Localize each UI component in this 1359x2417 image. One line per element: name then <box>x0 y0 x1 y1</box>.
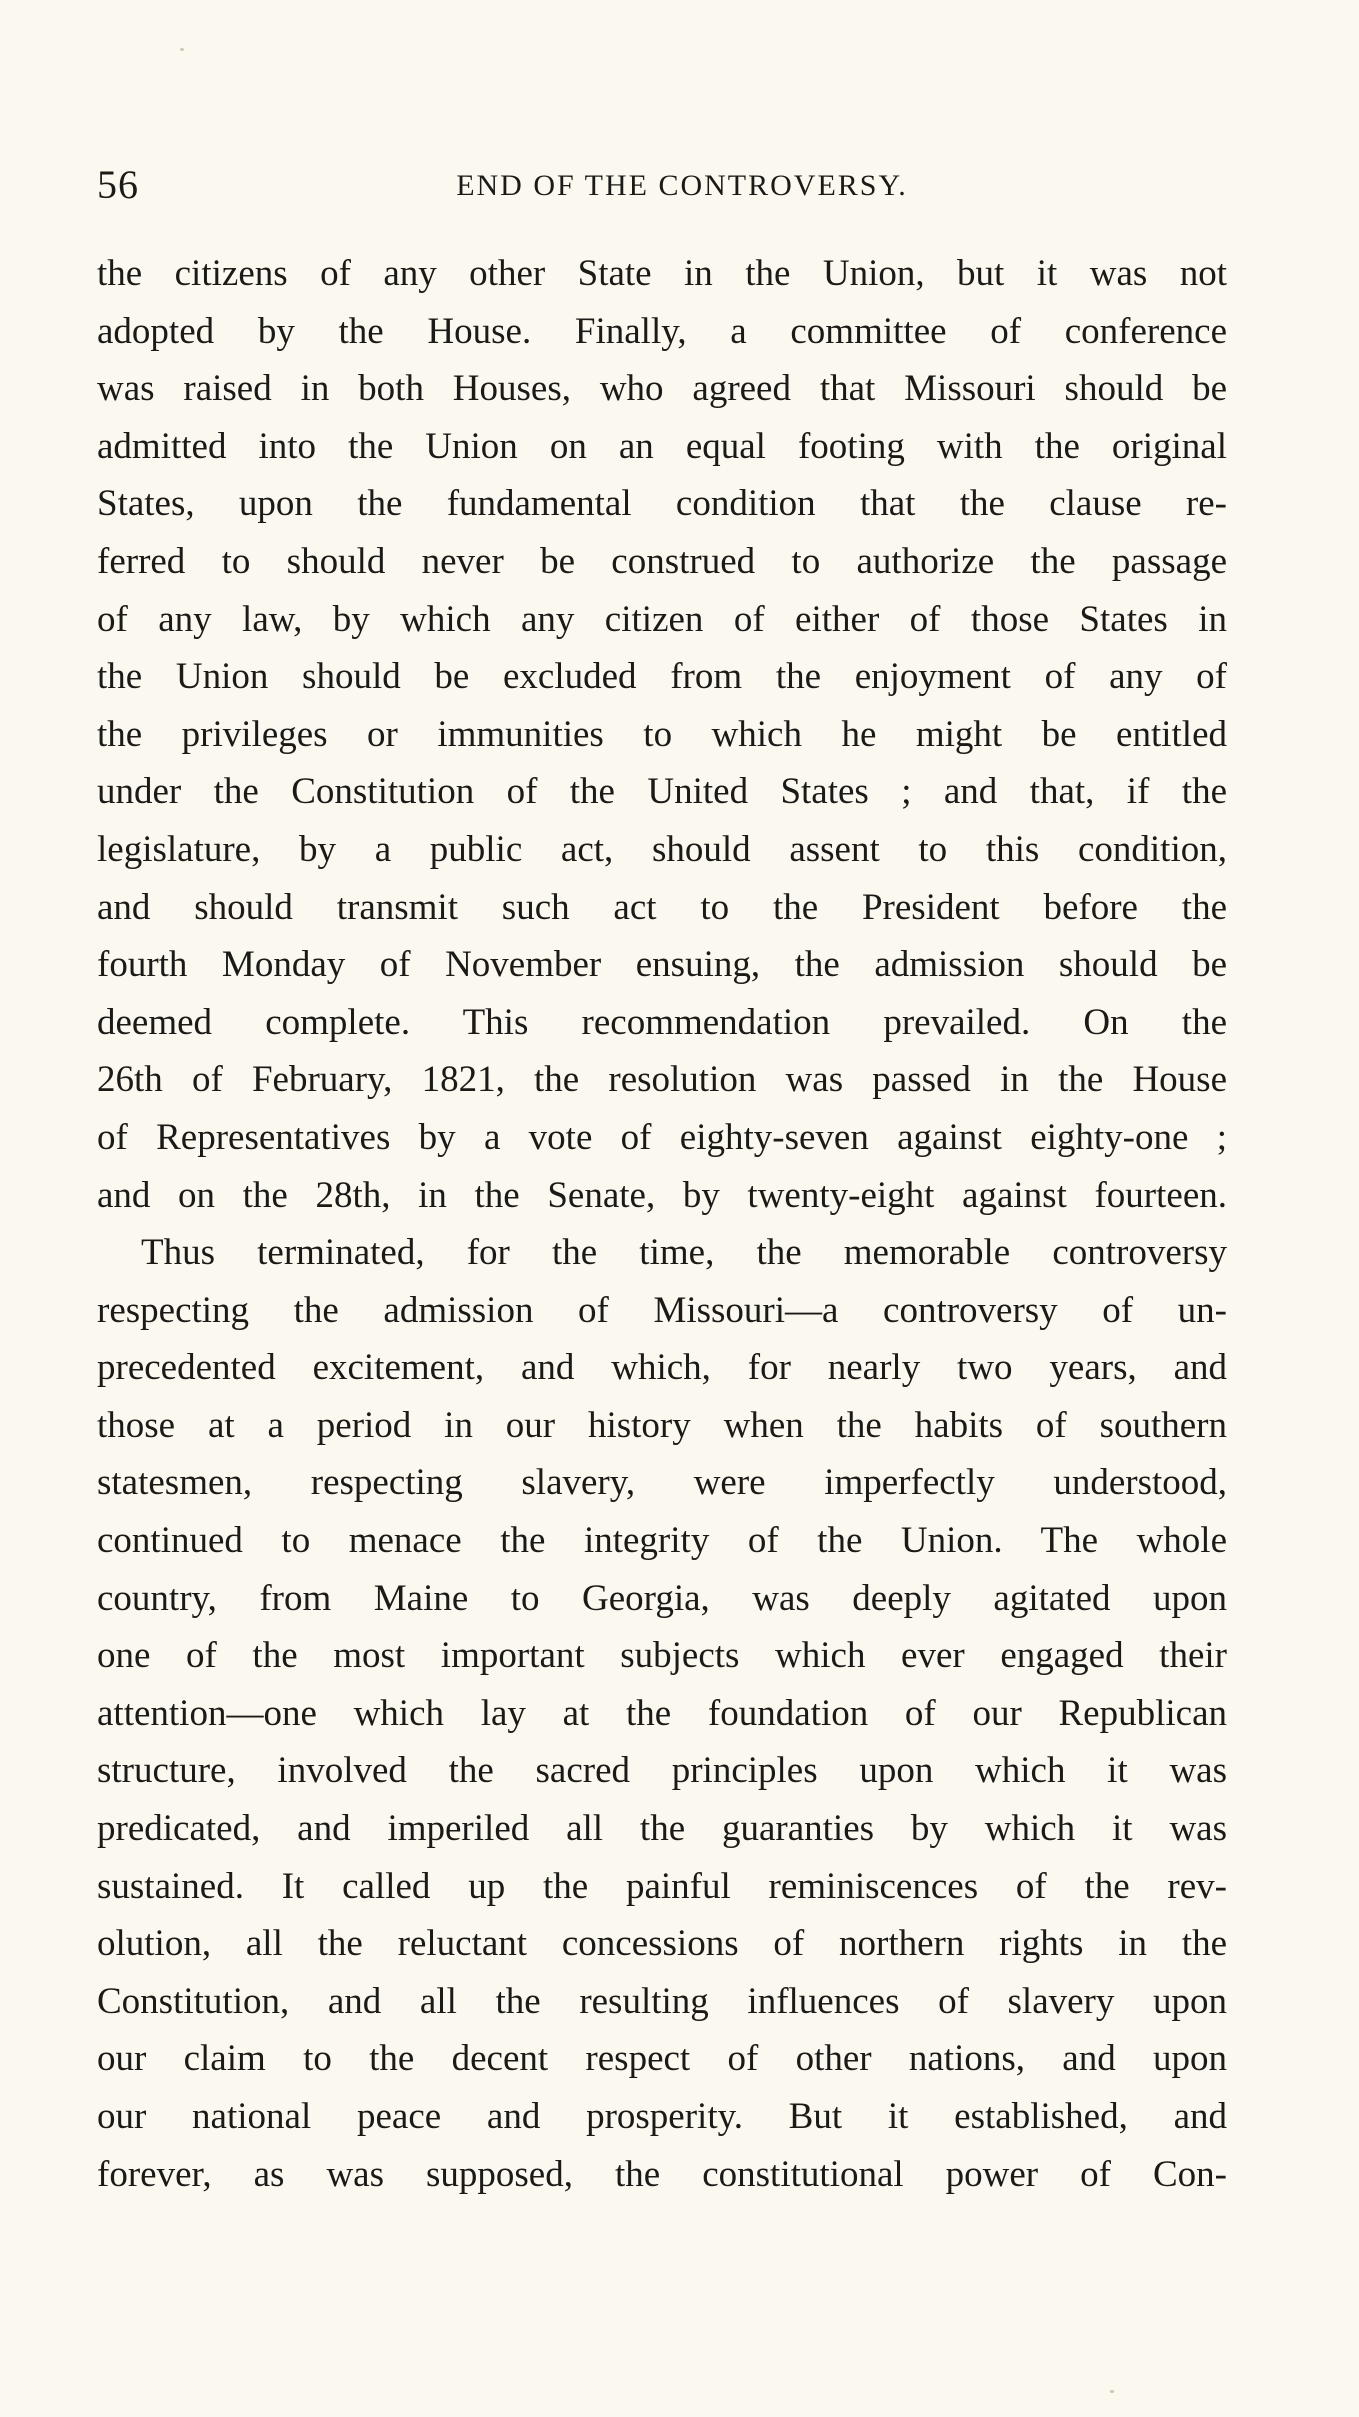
text-line: legislature, by a public act, should assent to this condition, <box>97 828 1227 870</box>
text-line: the privileges or immunities to which he might be entitled <box>97 713 1227 755</box>
text-line: statesmen, respecting slavery, were imperfectly understood, <box>97 1462 1227 1504</box>
text-line: the citizens of any other State in the Union, but it was not <box>97 253 1227 294</box>
text-line: under the Constitution of the United States ; and that, if the <box>97 771 1227 813</box>
text-line: forever, as was supposed, the constitutional power of Con- <box>97 2153 1227 2195</box>
text-line: of any law, by which any citizen of either of those States in <box>97 598 1227 640</box>
running-title: END OF THE CONTROVERSY. <box>456 169 908 202</box>
text-line: our claim to the decent respect of other nations, and upon <box>97 2038 1227 2080</box>
text-line: was raised in both Houses, who agreed that Missouri should be <box>97 368 1227 410</box>
text-line: precedented excitement, and which, for nearly two years, and <box>97 1347 1227 1389</box>
text-line: and should transmit such act to the President before the <box>97 886 1227 928</box>
text-line: attention—one which lay at the foundation of our Republican <box>97 1692 1227 1734</box>
paper-speck <box>180 48 184 51</box>
paragraph <box>97 1224 1227 2203</box>
text-line: of Representatives by a vote of eighty-seven against eighty-one ; <box>97 1116 1227 1158</box>
text-line: sustained. It called up the painful reminiscences of the rev- <box>97 1865 1227 1907</box>
text-line: Thus terminated, for the time, the memorable controversy <box>141 1232 1227 1274</box>
text-line: 26th of February, 1821, the resolution was passed in the House <box>97 1059 1227 1101</box>
paper-speck <box>1110 2390 1114 2393</box>
text-line: olution, all the reluctant concessions of northern rights in the <box>97 1923 1227 1965</box>
text-line: deemed complete. This recommendation prevailed. On the <box>97 1001 1227 1043</box>
page-number: 56 <box>97 162 139 207</box>
text-line: the Union should be excluded from the enjoyment of any of <box>97 656 1227 698</box>
text-line: admitted into the Union on an equal footing with the original <box>97 425 1227 467</box>
text-line: our national peace and prosperity. But it established, and <box>97 2096 1227 2137</box>
text-line: and on the 28th, in the Senate, by twenty-eight against fourteen. <box>97 1174 1227 1216</box>
running-head <box>97 160 1227 210</box>
text-line: predicated, and imperiled all the guaranties by which it was <box>97 1808 1227 1850</box>
paragraph <box>97 245 1227 1224</box>
text-line: those at a period in our history when the habits of southern <box>97 1404 1227 1446</box>
text-line: structure, involved the sacred principles upon which it was <box>97 1750 1227 1792</box>
text-line: adopted by the House. Finally, a committee of conference <box>97 310 1227 352</box>
text-line: one of the most important subjects which ever engaged their <box>97 1635 1227 1677</box>
text-line: country, from Maine to Georgia, was deeply agitated upon <box>97 1577 1227 1619</box>
text-line: ferred to should never be construed to authorize the passage <box>97 540 1227 582</box>
text-line: continued to menace the integrity of the Union. The whole <box>97 1520 1227 1562</box>
text-line: States, upon the fundamental condition that the clause re- <box>97 483 1227 525</box>
text-line: respecting the admission of Missouri—a controversy of un- <box>97 1289 1227 1331</box>
text-line: fourth Monday of November ensuing, the admission should be <box>97 944 1227 986</box>
body-text <box>97 245 1227 2203</box>
text-line: Constitution, and all the resulting influences of slavery upon <box>97 1980 1227 2022</box>
